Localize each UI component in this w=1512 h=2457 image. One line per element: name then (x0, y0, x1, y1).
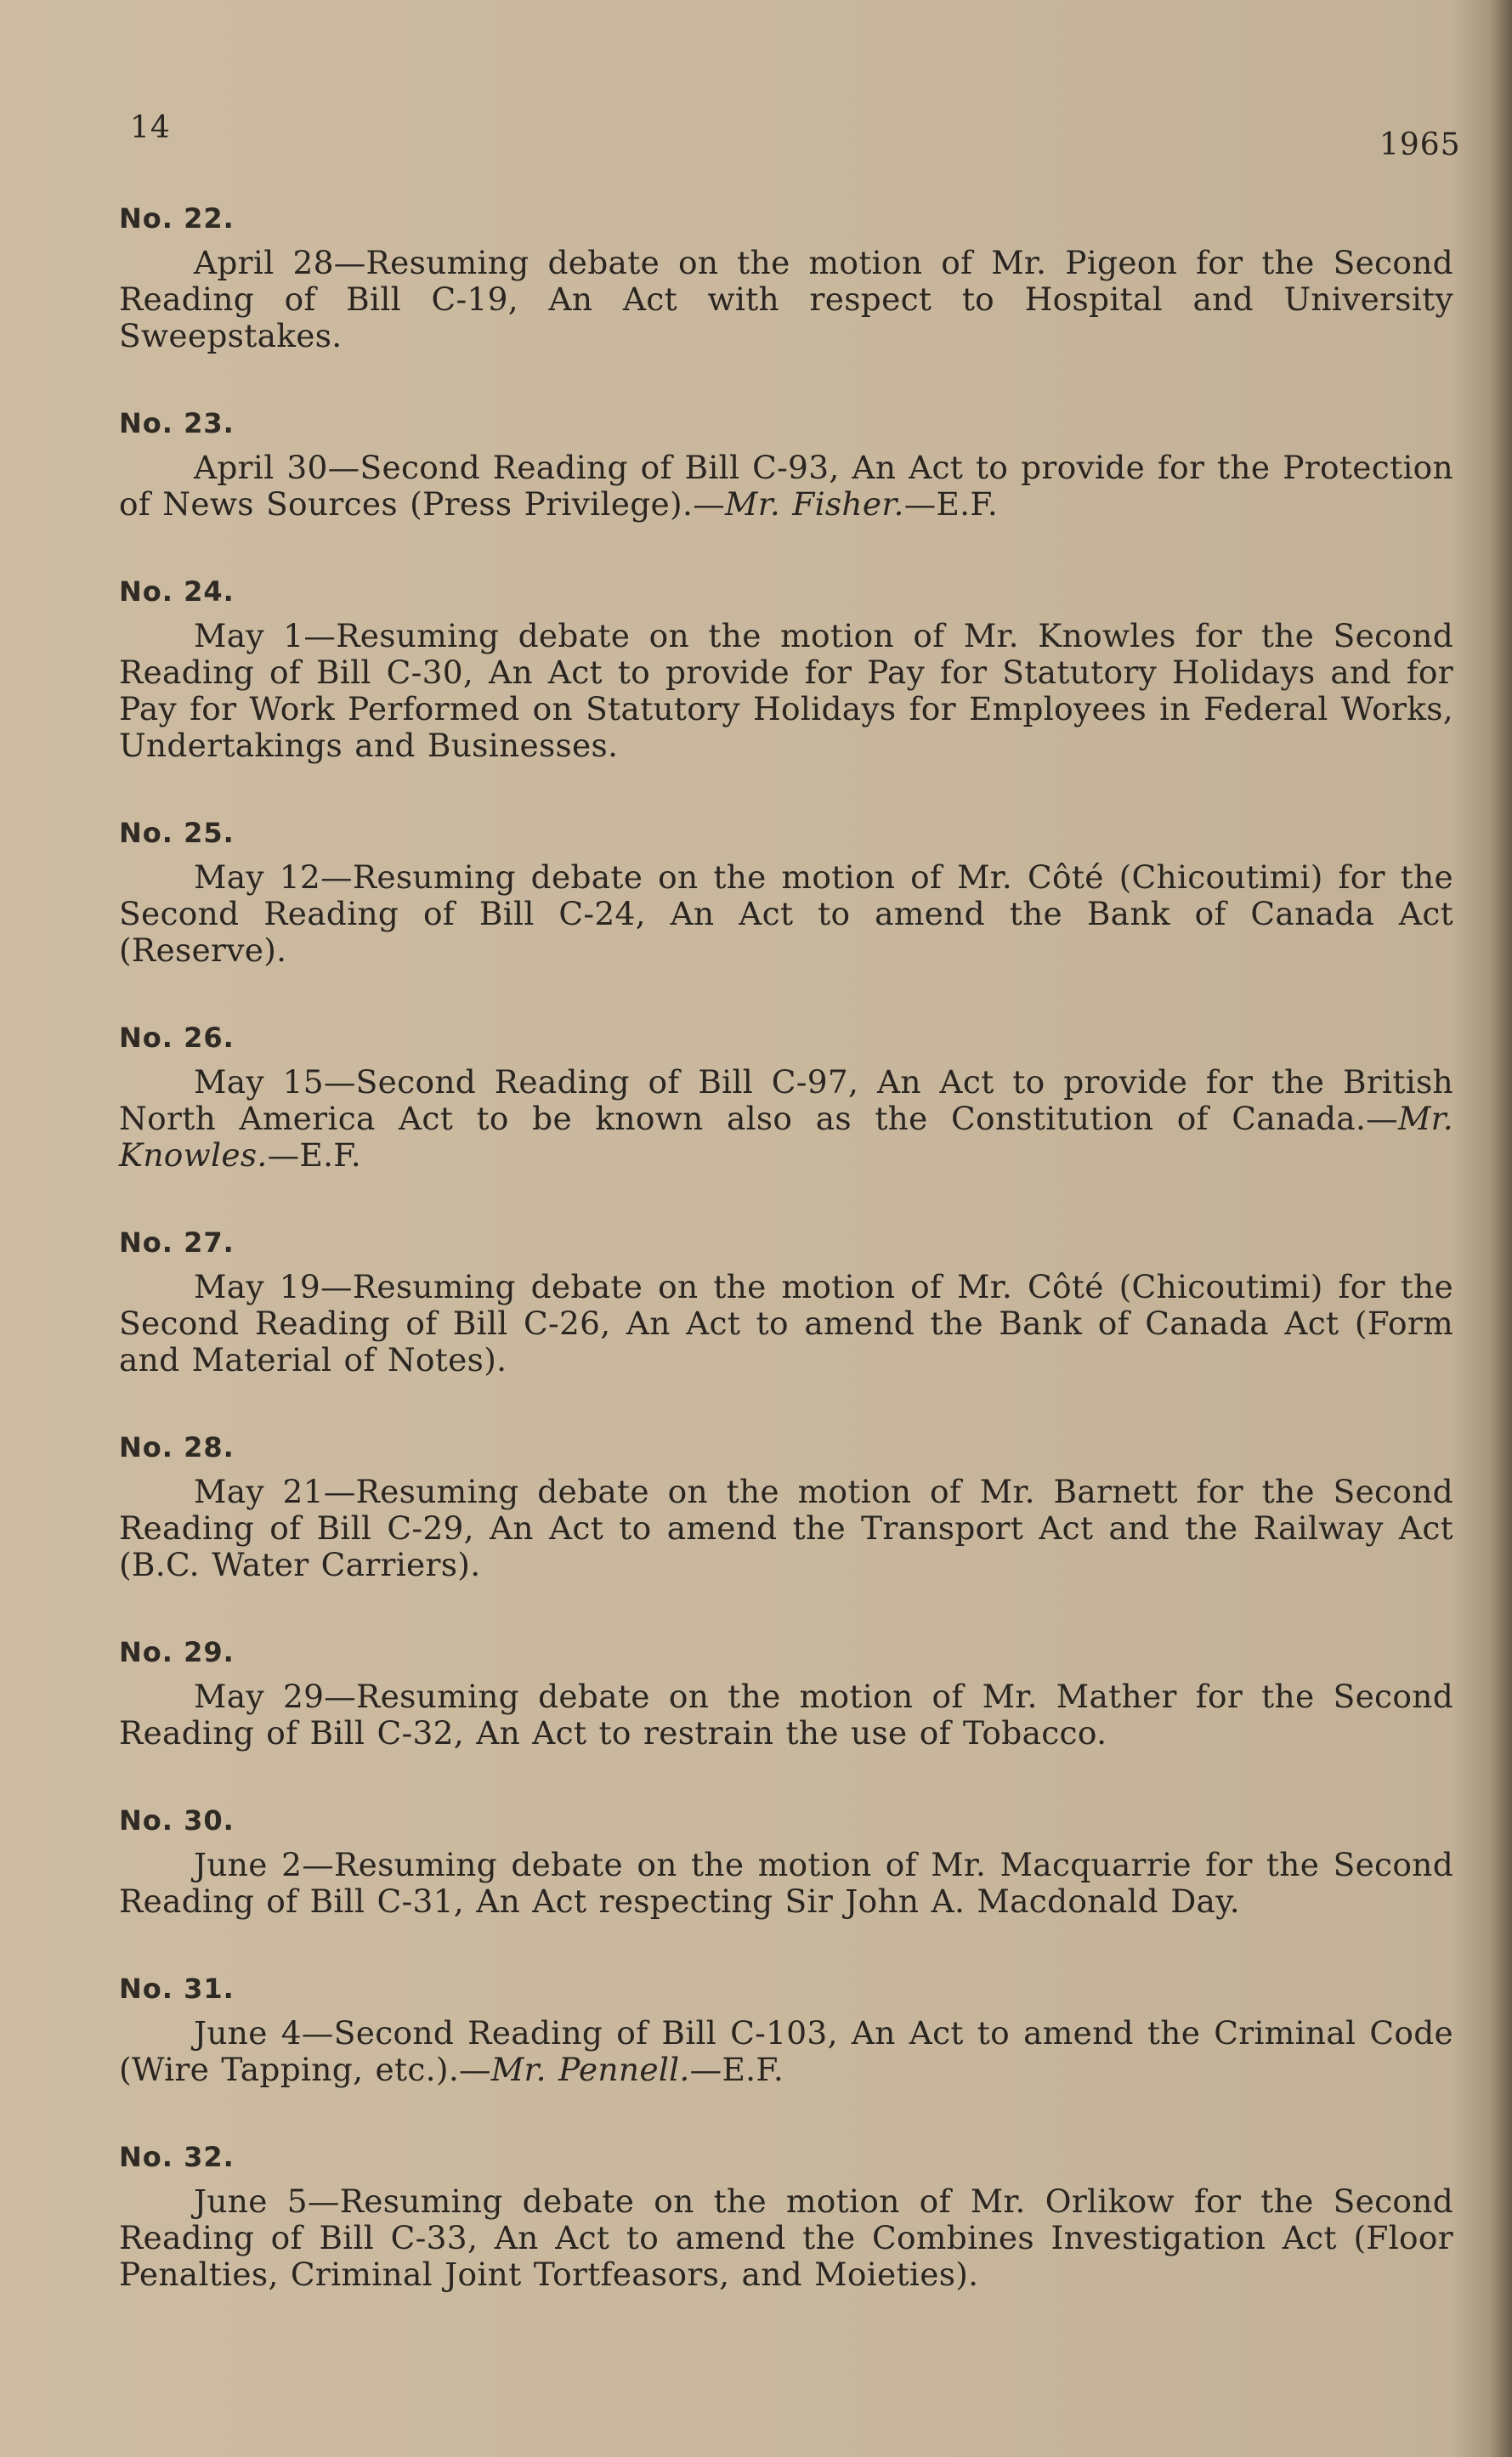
entry-text: May 1—Resuming debate on the motion of Mr. Knowles for the Second Reading of Bill C-30, An Act to provide for Pay for Statutory Holidays and for Pay for Work Performed on Statutory Holidays for Employees in Federal Works, Undertakings and Businesses. (119, 617, 1453, 764)
entry-24 (119, 575, 1453, 764)
entry-number: No. 25. (119, 817, 235, 849)
page-number: 14 (130, 110, 171, 145)
entry-26 (119, 1022, 1453, 1174)
member-name: Mr. Pennell. (490, 2051, 690, 2088)
entry-text: May 12—Resuming debate on the motion of Mr. Côté (Chicoutimi) for the Second Reading of Bill C-24, An Act to amend the Bank of Canada Act (Reserve). (119, 858, 1453, 969)
entry-25 (119, 817, 1453, 969)
entry-text: May 29—Resuming debate on the motion of Mr. Mather for the Second Reading of Bill C-32, An Act to restrain the use of Tobacco. (119, 1678, 1453, 1752)
entry-text: May 19—Resuming debate on the motion of Mr. Côté (Chicoutimi) for the Second Reading of Bill C-26, An Act to amend the Bank of Canada Act (Form and Material of Notes). (119, 1268, 1453, 1379)
entry-number: No. 22. (119, 202, 235, 235)
entry-31 (119, 1973, 1453, 2088)
entry-text: April 28—Resuming debate on the motion of Mr. Pigeon for the Second Reading of Bill C-19, An Act with respect to Hospital and University Sweepstakes. (119, 244, 1453, 354)
entry-text: June 2—Resuming debate on the motion of Mr. Macquarrie for the Second Reading of Bill C-31, An Act respecting Sir John A. Macdonald Day. (119, 1846, 1453, 1920)
entry-30 (119, 1804, 1453, 1920)
entry-23 (119, 407, 1453, 523)
entry-text: June 4—Second Reading of Bill C-103, An Act to amend the Criminal Code (Wire Tapping, etc.).—Mr. Pennell.—E.F. (119, 2014, 1453, 2088)
entry-29 (119, 1636, 1453, 1752)
entry-text: June 5—Resuming debate on the motion of Mr. Orlikow for the Second Reading of Bill C-33, An Act to amend the Combines Investigation Act (Floor Penalties, Criminal Joint Tortfeasors, and Moieties). (119, 2182, 1453, 2293)
entry-number: No. 30. (119, 1804, 235, 1837)
entry-28 (119, 1431, 1453, 1583)
entry-32 (119, 2141, 1453, 2293)
entry-number: No. 27. (119, 1226, 235, 1259)
entry-text: April 30—Second Reading of Bill C-93, An Act to provide for the Protection of News Sources (Press Privilege).—Mr. Fisher.—E.F. (119, 449, 1453, 523)
entry-number: No. 24. (119, 575, 235, 608)
entry-text: May 15—Second Reading of Bill C-97, An Act to provide for the British North America Act to be known also as the Constitution of Canada.—Mr. Knowles.—E.F. (119, 1063, 1453, 1174)
order-paper-entries (119, 202, 1453, 2346)
member-name: Mr. Knowles. (119, 1100, 1453, 1174)
entry-number: No. 31. (119, 1973, 235, 2005)
page-year: 1965 (1379, 127, 1461, 162)
entry-number: No. 28. (119, 1431, 235, 1463)
entry-number: No. 23. (119, 407, 235, 439)
member-name: Mr. Fisher. (725, 485, 904, 523)
entry-27 (119, 1226, 1453, 1379)
entry-number: No. 26. (119, 1022, 235, 1054)
entry-text: May 21—Resuming debate on the motion of Mr. Barnett for the Second Reading of Bill C-29, An Act to amend the Transport Act and the Railway Act (B.C. Water Carriers). (119, 1473, 1453, 1583)
entry-22 (119, 202, 1453, 354)
entry-number: No. 29. (119, 1636, 235, 1668)
entry-number: No. 32. (119, 2141, 235, 2173)
